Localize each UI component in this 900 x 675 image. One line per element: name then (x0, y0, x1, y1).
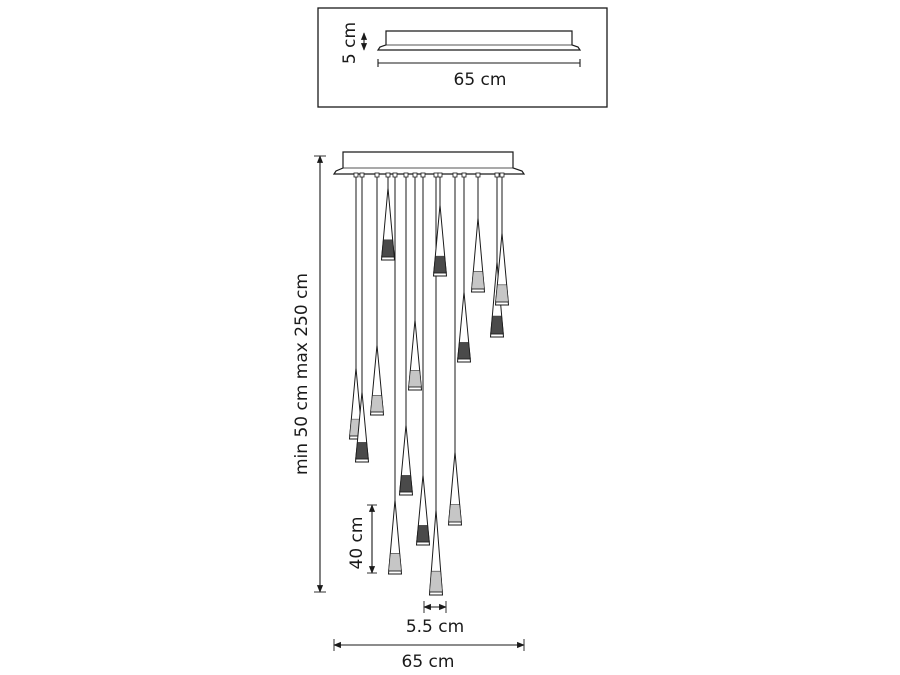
ceiling-canopy (334, 152, 524, 174)
front-view (292, 152, 524, 672)
pendant-light (458, 173, 471, 362)
pendant-light (434, 173, 447, 276)
pendant-light (400, 173, 413, 495)
canopy-width-label: 65 cm (453, 70, 507, 90)
pendant-light (350, 173, 363, 439)
pendant-group (350, 173, 509, 595)
canopy-profile (378, 31, 580, 50)
pendant-light (472, 173, 485, 292)
canopy-height-label: 5 cm (340, 21, 360, 65)
pendant-light (382, 173, 395, 260)
pendant-light (371, 173, 384, 415)
pendant-length-label: 40 cm (347, 516, 367, 570)
top-view-inset (318, 8, 607, 107)
overall-width-label: 65 cm (401, 652, 455, 672)
pendant-diameter-label: 5.5 cm (405, 617, 465, 637)
height-range-label: min 50 cm max 250 cm (292, 272, 312, 476)
pendant-light (409, 173, 422, 390)
inset-frame (318, 8, 607, 107)
